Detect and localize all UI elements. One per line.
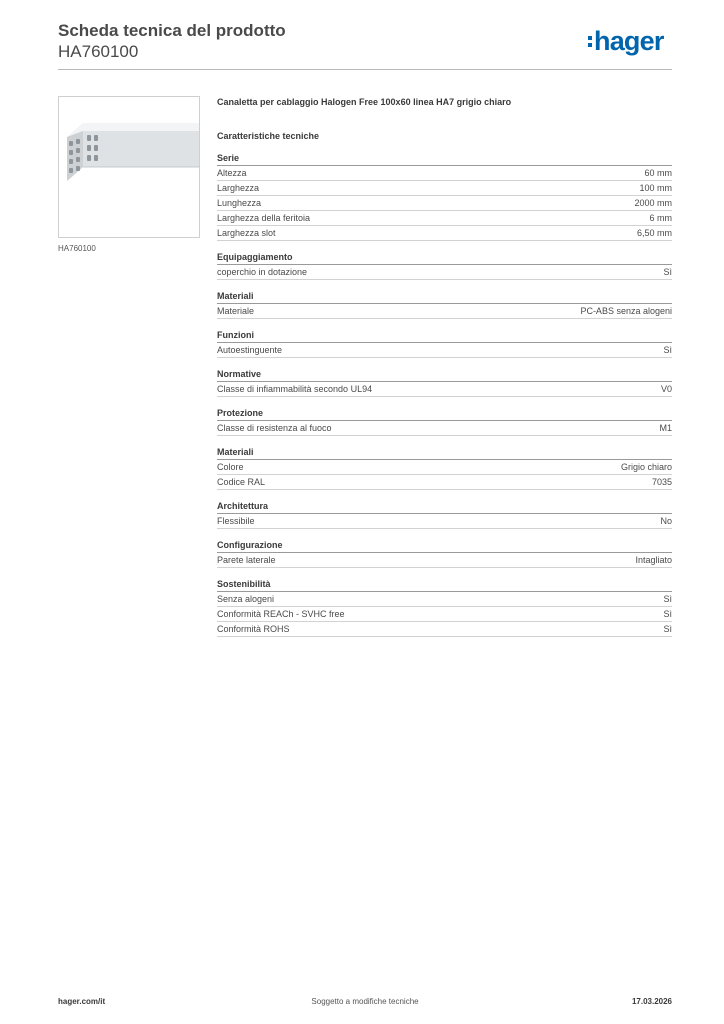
spec-label: Larghezza xyxy=(217,183,260,193)
spec-value: 60 mm xyxy=(644,168,672,178)
spec-value: Sì xyxy=(663,609,672,619)
section-title: Serie xyxy=(217,152,672,166)
spec-section-funzioni xyxy=(217,329,672,358)
section-title: Equipaggiamento xyxy=(217,251,672,265)
spec-row xyxy=(217,622,672,637)
section-title: Normative xyxy=(217,368,672,382)
section-title: Protezione xyxy=(217,407,672,421)
image-caption: HA760100 xyxy=(58,244,96,253)
spec-value: Sì xyxy=(663,345,672,355)
spec-section-protezione xyxy=(217,407,672,436)
spec-value: 6 mm xyxy=(649,213,672,223)
spec-label: Lunghezza xyxy=(217,198,262,208)
spec-row xyxy=(217,607,672,622)
footer-notice: Soggetto a modifiche tecniche xyxy=(311,997,419,1006)
spec-value: PC-ABS senza alogeni xyxy=(580,306,672,316)
spec-value: 6,50 mm xyxy=(636,228,672,238)
section-title: Configurazione xyxy=(217,539,672,553)
spec-label: Conformità REACh - SVHC free xyxy=(217,609,345,619)
spec-row xyxy=(217,196,672,211)
hager-logo xyxy=(588,27,664,55)
section-title: Funzioni xyxy=(217,329,672,343)
spec-value: Grigio chiaro xyxy=(620,462,672,472)
spec-label: Larghezza della feritoia xyxy=(217,213,311,223)
product-description: Canaletta per cablaggio Halogen Free 100x60 linea HA7 grigio chiaro xyxy=(217,97,512,107)
spec-label: Altezza xyxy=(217,168,247,178)
spec-row xyxy=(217,592,672,607)
section-title: Materiali xyxy=(217,446,672,460)
spec-label: Senza alogeni xyxy=(217,594,275,604)
spec-row xyxy=(217,226,672,241)
spec-label: Materiale xyxy=(217,306,255,316)
spec-value: Intagliato xyxy=(635,555,672,565)
logo-dots-icon xyxy=(588,36,592,47)
footer-website-link[interactable]: hager.com/it xyxy=(58,997,106,1006)
spec-label: Codice RAL xyxy=(217,477,266,487)
spec-section-materiali-colore xyxy=(217,446,672,490)
spec-row xyxy=(217,553,672,568)
spec-row xyxy=(217,265,672,280)
spec-section-normative xyxy=(217,368,672,397)
spec-label: Colore xyxy=(217,462,244,472)
spec-section-serie xyxy=(217,152,672,241)
product-code: HA760100 xyxy=(58,42,139,61)
spec-value: V0 xyxy=(660,384,672,394)
spec-content xyxy=(217,96,672,637)
spec-value: 7035 xyxy=(651,477,672,487)
spec-row xyxy=(217,211,672,226)
spec-row xyxy=(217,421,672,436)
logo-wordmark: hager xyxy=(594,26,664,56)
spec-label: Conformità ROHS xyxy=(217,624,290,634)
spec-value: No xyxy=(660,516,672,526)
spec-label: Parete laterale xyxy=(217,555,276,565)
spec-row xyxy=(217,181,672,196)
spec-label: Larghezza slot xyxy=(217,228,276,238)
spec-value: 2000 mm xyxy=(634,198,672,208)
section-title: Materiali xyxy=(217,290,672,304)
header-divider xyxy=(58,69,672,70)
spec-value: 100 mm xyxy=(639,183,672,193)
spec-label: Classe di infiammabilità secondo UL94 xyxy=(217,384,373,394)
spec-section-materiali xyxy=(217,290,672,319)
spec-row xyxy=(217,460,672,475)
spec-section-architettura xyxy=(217,500,672,529)
spec-value: Sì xyxy=(663,624,672,634)
specs-subtitle: Caratteristiche tecniche xyxy=(217,131,320,141)
spec-row xyxy=(217,475,672,490)
spec-section-equipaggiamento xyxy=(217,251,672,280)
spec-section-sostenibilita xyxy=(217,578,672,637)
product-image xyxy=(58,96,200,238)
spec-value: Sì xyxy=(663,594,672,604)
spec-row xyxy=(217,343,672,358)
spec-row xyxy=(217,514,672,529)
section-title: Sostenibilità xyxy=(217,578,672,592)
spec-row xyxy=(217,304,672,319)
spec-label: Classe di resistenza al fuoco xyxy=(217,423,332,433)
cable-duct-icon xyxy=(59,97,199,237)
spec-label: coperchio in dotazione xyxy=(217,267,308,277)
spec-label: Autoestinguente xyxy=(217,345,283,355)
spec-value: M1 xyxy=(659,423,672,433)
section-title: Architettura xyxy=(217,500,672,514)
spec-label: Flessibile xyxy=(217,516,255,526)
document-title: Scheda tecnica del prodotto xyxy=(58,21,286,40)
footer-date: 17.03.2026 xyxy=(631,997,672,1006)
spec-row xyxy=(217,166,672,181)
document-header xyxy=(58,20,286,62)
spec-value: Sì xyxy=(663,267,672,277)
spec-section-configurazione xyxy=(217,539,672,568)
spec-row xyxy=(217,382,672,397)
